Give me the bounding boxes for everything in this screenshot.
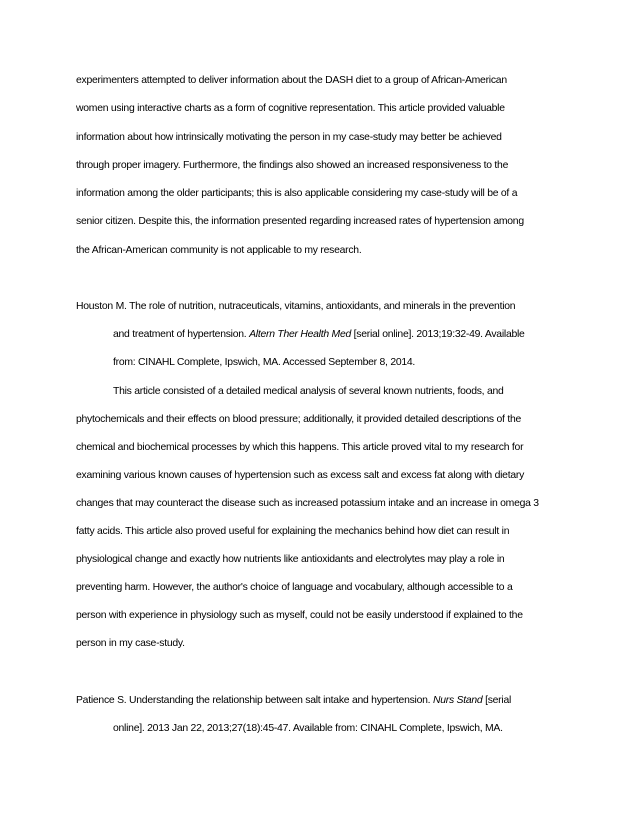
annotation-line: person in my case-study.: [76, 638, 185, 649]
paragraph-line: women using interactive charts as a form of cognitive representation. This article provided valuable: [76, 103, 505, 114]
annotation-line: fatty acids. This article also proved useful for explaining the mechanics behind how diet can result in: [76, 526, 510, 537]
annotation-line: examining various known causes of hypertension such as excess salt and excess fat along with dietary: [76, 470, 525, 481]
journal-title: Nurs Stand: [432, 695, 483, 706]
annotation-line: This article consisted of a detailed medical analysis of several known nutrients, foods, and: [113, 386, 504, 397]
citation-text: [serial: [482, 695, 512, 706]
annotation-line: person with experience in physiology such as myself, could not be easily understood if explained to the: [76, 610, 523, 621]
paragraph-line: the African-American community is not applicable to my research.: [76, 245, 362, 256]
paragraph-line: information among the older participants; this is also applicable considering my case-study will be of a: [76, 188, 518, 199]
citation-line: online]. 2013 Jan 22, 2013;27(18):45-47. Available from: CINAHL Complete, Ipswich, MA.: [113, 723, 503, 734]
paragraph-line: senior citizen. Despite this, the information presented regarding increased rates of hypertension among: [76, 216, 524, 227]
citation-line: Houston M. The role of nutrition, nutraceuticals, vitamins, antioxidants, and minerals in the prevention: [76, 301, 516, 312]
paragraph-line: through proper imagery. Furthermore, the findings also showed an increased responsiveness to the: [76, 160, 509, 171]
citation-text: Patience S. Understanding the relationship between salt intake and hypertension.: [76, 695, 433, 706]
journal-title: Altern Ther Health Med: [249, 329, 351, 340]
citation-line: [113, 328, 525, 342]
paragraph-line: information about how intrinsically motivating the person in my case-study may better be achieved: [76, 132, 502, 143]
citation-line: [76, 694, 511, 708]
paragraph-line: experimenters attempted to deliver information about the DASH diet to a group of African-American: [76, 75, 507, 86]
annotation-line: preventing harm. However, the author's choice of language and vocabulary, although accessible to a: [76, 582, 513, 593]
citation-line: from: CINAHL Complete, Ipswich, MA. Accessed September 8, 2014.: [113, 357, 416, 368]
annotation-line: changes that may counteract the disease such as increased potassium intake and an increase in omega 3: [76, 498, 539, 509]
annotation-line: phytochemicals and their effects on blood pressure; additionally, it provided detailed descriptions of the: [76, 414, 522, 425]
annotation-line: chemical and biochemical processes by which this happens. This article proved vital to my research for: [76, 442, 524, 453]
citation-text: and treatment of hypertension.: [113, 329, 250, 340]
citation-text: [serial online]. 2013;19:32-49. Available: [351, 329, 525, 340]
annotation-line: physiological change and exactly how nutrients like antioxidants and electrolytes may play a role in: [76, 554, 505, 565]
